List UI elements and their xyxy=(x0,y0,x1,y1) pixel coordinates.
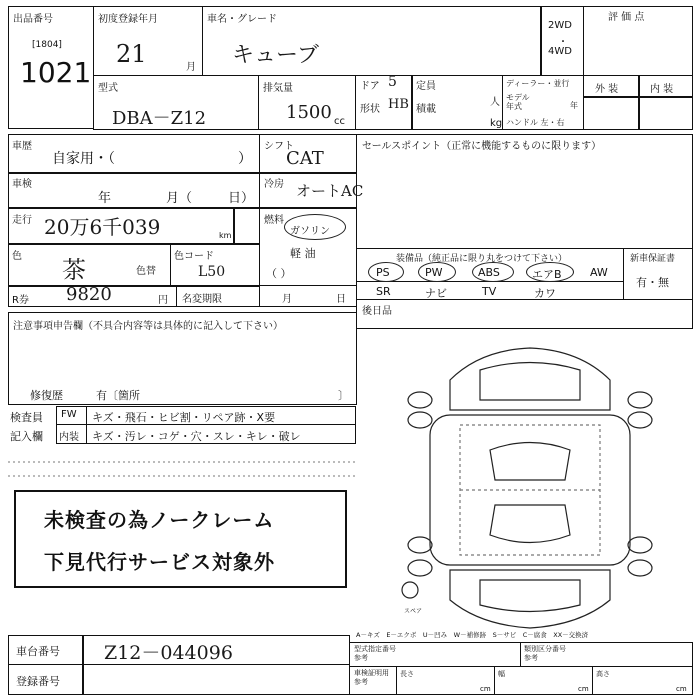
fuel-gasoline: ガソリン xyxy=(290,226,330,237)
name-value: キューブ xyxy=(232,43,319,68)
load-label: 積載 xyxy=(416,104,436,115)
drive-dot: ・ xyxy=(558,37,568,48)
model-label: 型式 xyxy=(98,83,118,94)
displacement-label: 排気量 xyxy=(263,83,293,94)
reg-label: 登録番号 xyxy=(16,675,60,688)
equip-airbag: エアB xyxy=(532,268,562,281)
equip-aw: AW xyxy=(590,266,608,279)
repair-close: 〕 xyxy=(338,389,349,402)
fw-tag: FW xyxy=(61,409,77,420)
shift-label: シフト xyxy=(264,141,294,152)
length-label: 長さ xyxy=(400,670,414,678)
door-value: 5 xyxy=(388,74,397,90)
grade-label: 評 価 点 xyxy=(608,12,645,23)
after-date-box xyxy=(356,299,693,329)
shape-value: HB xyxy=(388,97,409,112)
equipment-label: 装備品（純正品に限り丸をつけて下さい） xyxy=(396,254,568,264)
rename-label: 名変期限 xyxy=(182,294,222,305)
height-cm: cm xyxy=(676,685,687,693)
inspector-label-1: 検査員 xyxy=(10,411,43,424)
equip-pw: PW xyxy=(425,266,443,279)
door-divider xyxy=(411,75,413,130)
lot-number: 1021 xyxy=(20,56,92,89)
history-line-1 xyxy=(8,172,260,174)
sales-point-label: セールスポイント（正常に機能するものに限ります） xyxy=(362,141,602,152)
mileage-value: 20万6千039 xyxy=(44,215,161,239)
inspection-label: 車検 xyxy=(12,179,32,190)
warranty-label: 新車保証書 xyxy=(630,254,676,264)
width-label: 幅 xyxy=(498,670,505,678)
spare-label: スペア xyxy=(404,608,423,615)
door-label: ドア xyxy=(360,81,380,92)
km-divider xyxy=(233,207,235,243)
displacement-value: 1500 xyxy=(286,102,332,123)
rename-month: 月 xyxy=(282,294,292,305)
recycle-label: R券 xyxy=(12,295,29,306)
memo-lines xyxy=(8,448,357,482)
equip-abs: ABS xyxy=(478,266,500,279)
notes-label: 注意事項申告欄（不具合内容等は具体的に記入して下さい） xyxy=(13,321,283,332)
inspection-month: 月（ xyxy=(166,191,193,206)
ext-int-vline xyxy=(638,75,640,130)
rename-day: 日 xyxy=(336,294,346,305)
ac-value: オートAC xyxy=(296,182,364,200)
inspector-label-2: 記入欄 xyxy=(10,430,43,443)
month-unit: 月 xyxy=(186,62,196,73)
drive-4wd: 4WD xyxy=(548,46,572,57)
equip-sr: SR xyxy=(376,285,391,298)
dealer-label: ディーラー・並行 xyxy=(506,79,570,88)
equip-ps-circle xyxy=(368,262,404,282)
shape-label: 形状 xyxy=(360,104,380,115)
fuel-gasoline-circle xyxy=(284,214,346,240)
drive-2wd: 2WD xyxy=(548,20,572,31)
equip-leather: カワ xyxy=(534,287,556,300)
recycle-value: 9820 xyxy=(66,284,112,305)
fuel-diesel: 軽 油 xyxy=(290,247,316,260)
year-unit: 年 xyxy=(570,101,578,110)
usage-close: ） xyxy=(238,151,252,167)
shift-value: CAT xyxy=(286,148,324,169)
model-cert-divider xyxy=(520,642,521,667)
model-value: DBA－Z12 xyxy=(112,108,207,129)
warranty-value: 有・無 xyxy=(636,276,669,289)
first-reg-value: 21 xyxy=(116,40,147,68)
ac-label: 冷房 xyxy=(264,179,284,190)
car-damage-diagram xyxy=(400,340,660,630)
handle-label: ハンドル 左・右 xyxy=(506,118,565,127)
history-line-2 xyxy=(8,207,260,209)
drivetrain-line-2 xyxy=(259,207,357,209)
color-code-label: 色コード xyxy=(174,251,214,262)
cert-divider-1 xyxy=(396,666,397,695)
color-code-value: L50 xyxy=(198,264,226,280)
name-grade-label: 車名・グレード xyxy=(207,14,277,25)
equip-airbag-circle xyxy=(526,262,574,282)
repair-value: 有〔箇所 xyxy=(96,389,140,402)
usage-label: 車歴 xyxy=(12,141,32,152)
mileage-label: 走行 xyxy=(12,215,32,226)
capacity-unit: 人 xyxy=(490,97,500,108)
cert-divider-3 xyxy=(592,666,593,695)
in-tag: 内装 xyxy=(59,432,79,443)
category-label: 類別区分番号 参考 xyxy=(524,645,566,662)
first-reg-label: 初度登録年月 xyxy=(98,14,158,25)
width-cm: cm xyxy=(578,685,589,693)
model-year-label: モデル 年式 xyxy=(506,93,530,111)
capacity-label: 定員 xyxy=(416,81,436,92)
cert-divider-2 xyxy=(494,666,495,695)
lot-bracket: [1804] xyxy=(32,40,62,50)
usage-value: 自家用・（ xyxy=(52,151,115,167)
inspector-vline xyxy=(86,406,87,444)
inspection-day: 日） xyxy=(228,191,255,206)
stamp-line-2: 下見代行サービス対象外 xyxy=(44,550,275,574)
length-cm: cm xyxy=(480,685,491,693)
load-unit: kg xyxy=(490,118,503,129)
fuel-label: 燃料 xyxy=(264,215,284,226)
repaint-label: 色替 xyxy=(136,266,156,277)
height-label: 高さ xyxy=(596,670,610,678)
stamp-line-1: 未検査の為ノークレーム xyxy=(44,508,275,532)
equip-ps: PS xyxy=(376,266,390,279)
repair-label: 修復歴 xyxy=(30,389,63,402)
after-date-label: 後日品 xyxy=(362,306,392,317)
recycle-yen: 円 xyxy=(158,295,168,306)
km-unit: km xyxy=(219,231,232,240)
interior-label: 内 装 xyxy=(650,84,674,95)
model-cert-label: 型式指定番号 参考 xyxy=(354,645,396,662)
inspection-year: 年 xyxy=(98,191,112,206)
equip-navi: ナビ xyxy=(425,287,447,300)
damage-legend: A－キズ E－エクボ U－凹み W－補修跡 S－サビ C－腐食 XX－交換済 xyxy=(356,631,589,639)
equip-abs-circle xyxy=(472,262,514,282)
equip-pw-circle xyxy=(418,262,456,282)
cert-label: 車検証明用 参考 xyxy=(354,669,389,686)
fw-text: キズ・飛石・ヒビ割・リペア跡・X要 xyxy=(92,411,276,424)
model-cert-box xyxy=(349,642,693,667)
exterior-label: 外 装 xyxy=(595,84,619,95)
lot-label: 出品番号 xyxy=(13,14,53,25)
chassis-value: Z12－044096 xyxy=(104,642,233,664)
fuel-paren: （ ） xyxy=(266,267,292,280)
chassis-label: 車台番号 xyxy=(16,645,60,658)
equip-tv: TV xyxy=(482,285,497,298)
cc-unit: cc xyxy=(334,116,345,127)
drive-divider xyxy=(540,6,542,76)
color-value: 茶 xyxy=(62,256,86,284)
in-text: キズ・汚レ・コゲ・穴・スレ・キレ・破レ xyxy=(92,430,301,443)
color-label: 色 xyxy=(12,251,22,262)
drivetrain-line-1 xyxy=(259,172,357,174)
